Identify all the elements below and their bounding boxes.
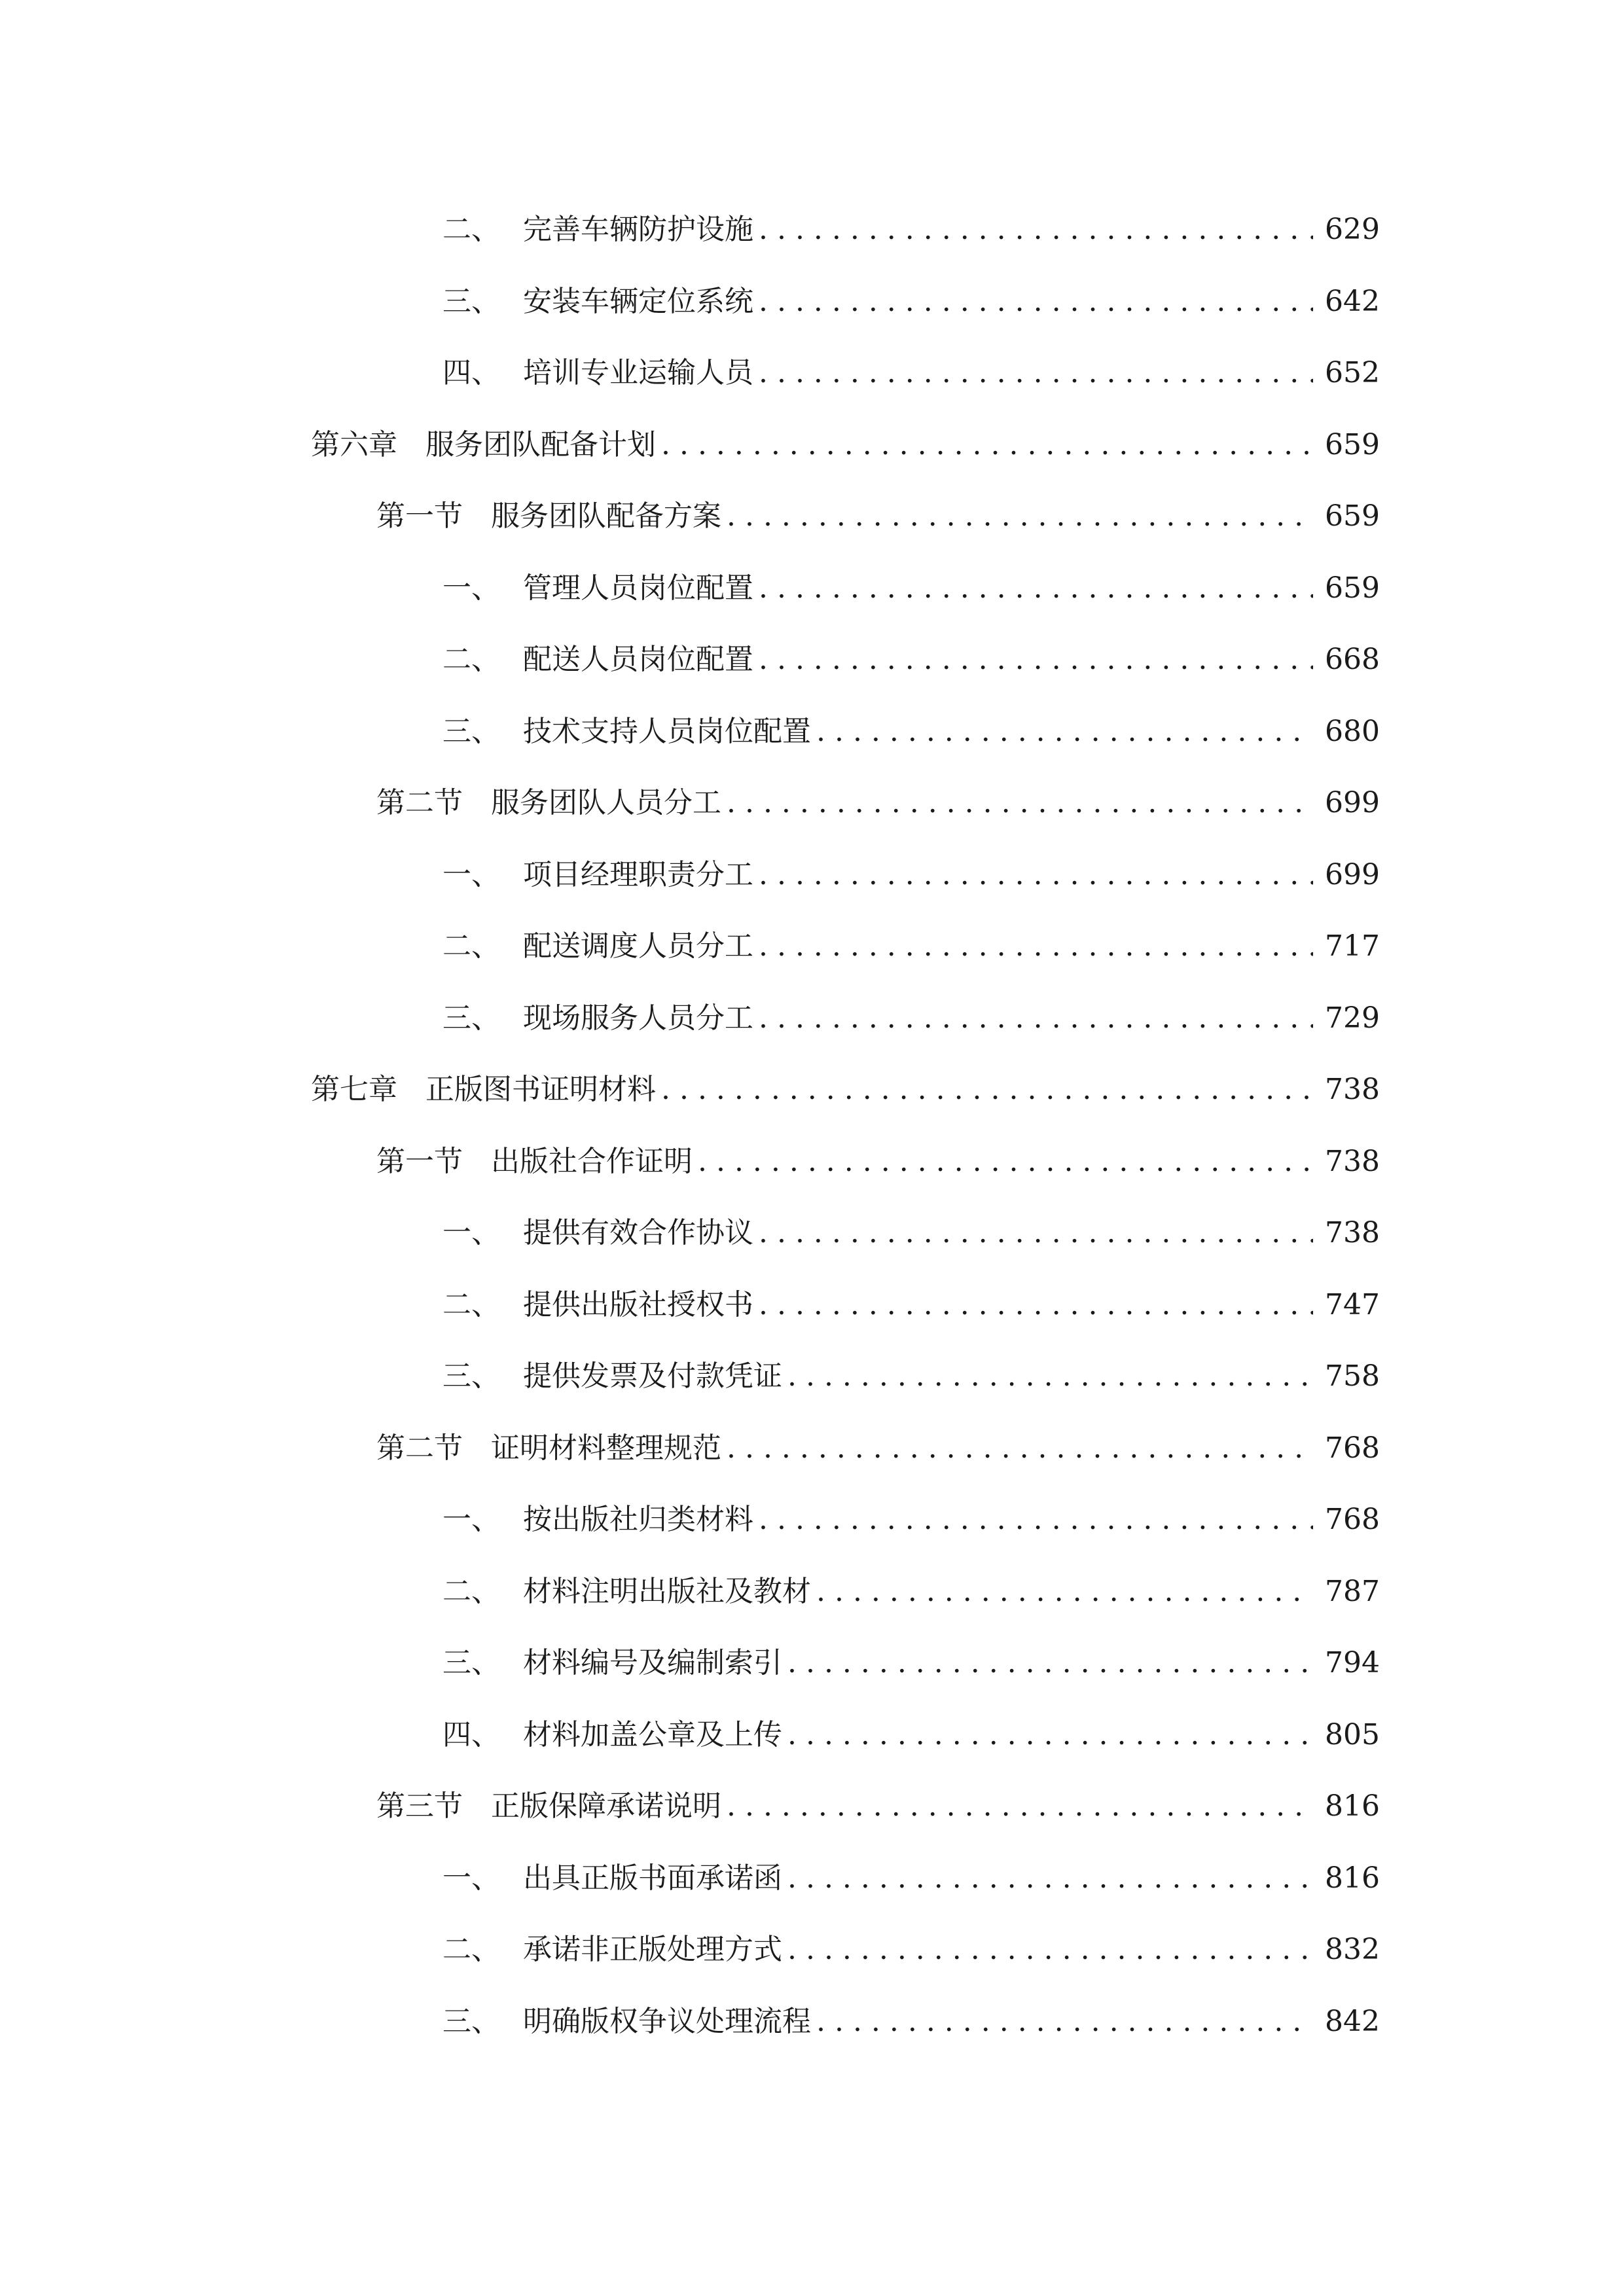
toc-entry-number: 二、 — [442, 643, 500, 676]
dot-leader — [759, 1279, 1313, 1331]
toc-entry-page-number: 768 — [1325, 1431, 1380, 1465]
toc-entry-page-number: 758 — [1325, 1359, 1380, 1393]
toc-entry-title: 按出版社归类材料 — [523, 1503, 753, 1536]
toc-entry-number: 一、 — [442, 1216, 500, 1249]
toc-entry-title: 服务团队人员分工 — [491, 786, 721, 819]
toc-entry-title: 配送调度人员分工 — [523, 929, 753, 963]
toc-entry[interactable] — [442, 1637, 1380, 1689]
dot-leader — [759, 849, 1313, 901]
toc-entry-page-number: 652 — [1325, 356, 1380, 389]
toc-entry-page-number: 787 — [1325, 1575, 1380, 1608]
toc-entry-number: 三、 — [442, 1001, 500, 1035]
toc-entry-page-number: 642 — [1325, 285, 1380, 318]
dot-leader — [759, 347, 1313, 399]
toc-entry-number: 二、 — [442, 1575, 500, 1608]
toc-entry[interactable] — [442, 1924, 1380, 1976]
toc-entry-number: 三、 — [442, 285, 500, 318]
toc-entry-title: 正版保障承诺说明 — [491, 1789, 721, 1823]
dot-leader — [787, 1924, 1313, 1976]
toc-entry-number: 第二节 — [376, 786, 463, 819]
toc-entry[interactable] — [442, 1566, 1380, 1618]
toc-entry-number: 一、 — [442, 1861, 500, 1895]
toc-entry-title: 材料注明出版社及教材 — [523, 1575, 811, 1608]
toc-entry-page-number: 659 — [1325, 428, 1380, 461]
dot-leader — [727, 1422, 1313, 1475]
dot-leader — [816, 1566, 1313, 1618]
toc-entry[interactable] — [442, 347, 1380, 399]
toc-entry-number: 四、 — [442, 356, 500, 389]
toc-entry[interactable] — [442, 562, 1380, 615]
toc-entry-number: 三、 — [442, 2005, 500, 2038]
toc-entry-page-number: 680 — [1325, 715, 1380, 748]
toc-entry-number: 一、 — [442, 571, 500, 605]
toc-entry[interactable] — [442, 1207, 1380, 1259]
toc-entry-title: 材料编号及编制索引 — [523, 1646, 782, 1679]
toc-entry[interactable] — [442, 1852, 1380, 1905]
toc-entry[interactable] — [442, 1494, 1380, 1546]
toc-entry[interactable] — [376, 490, 1380, 543]
toc-entry-title: 管理人员岗位配置 — [523, 571, 753, 605]
toc-entry-title: 安装车辆定位系统 — [523, 285, 753, 318]
toc-entry-page-number: 668 — [1325, 643, 1380, 676]
toc-entry-number: 一、 — [442, 858, 500, 891]
toc-entry-title: 培训专业运输人员 — [523, 356, 753, 389]
dot-leader — [759, 992, 1313, 1045]
toc-entry-title: 项目经理职责分工 — [523, 858, 753, 891]
dot-leader — [698, 1136, 1313, 1188]
dot-leader — [759, 1207, 1313, 1259]
dot-leader — [816, 1996, 1313, 2048]
toc-entry-page-number: 659 — [1325, 499, 1380, 533]
toc-entry-page-number: 738 — [1325, 1073, 1380, 1106]
toc-entry[interactable] — [442, 920, 1380, 973]
dot-leader — [727, 1780, 1313, 1833]
dot-leader — [787, 1350, 1313, 1403]
toc-entry[interactable] — [311, 1064, 1380, 1116]
toc-entry-page-number: 816 — [1325, 1861, 1380, 1895]
dot-leader — [787, 1637, 1313, 1689]
toc-entry[interactable] — [442, 1996, 1380, 2048]
dot-leader — [787, 1709, 1313, 1761]
toc-entry[interactable] — [442, 1709, 1380, 1761]
toc-entry-number: 第三节 — [376, 1789, 463, 1823]
toc-entry-number: 二、 — [442, 1288, 500, 1321]
toc-entry-title: 服务团队配备方案 — [491, 499, 721, 533]
dot-leader — [759, 204, 1313, 256]
dot-leader — [787, 1852, 1313, 1905]
toc-entry-page-number: 794 — [1325, 1646, 1380, 1679]
toc-entry-page-number: 805 — [1325, 1718, 1380, 1751]
dot-leader — [727, 490, 1313, 543]
toc-entry-title: 承诺非正版处理方式 — [523, 1933, 782, 1966]
toc-entry-title: 出版社合作证明 — [491, 1145, 693, 1178]
toc-entry[interactable] — [376, 1422, 1380, 1475]
toc-entry-number: 三、 — [442, 1359, 500, 1393]
toc-entry-number: 二、 — [442, 1933, 500, 1966]
toc-entry[interactable] — [442, 1279, 1380, 1331]
toc-entry[interactable] — [311, 419, 1380, 471]
toc-entry-page-number: 729 — [1325, 1001, 1380, 1035]
toc-entry-page-number: 842 — [1325, 2005, 1380, 2038]
toc-entry[interactable] — [442, 706, 1380, 758]
toc-entry-title: 明确版权争议处理流程 — [523, 2005, 811, 2038]
toc-entry-number: 二、 — [442, 213, 500, 246]
dot-leader — [661, 419, 1313, 471]
toc-entry-title: 证明材料整理规范 — [491, 1431, 721, 1465]
toc-entry-number: 第六章 — [311, 428, 397, 461]
toc-entry-page-number: 768 — [1325, 1503, 1380, 1536]
toc-entry-title: 技术支持人员岗位配置 — [523, 715, 811, 748]
toc-entry-number: 第一节 — [376, 499, 463, 533]
toc-entry-page-number: 816 — [1325, 1789, 1380, 1823]
toc-entry-number: 一、 — [442, 1503, 500, 1536]
toc-entry-title: 材料加盖公章及上传 — [523, 1718, 782, 1751]
toc-entry[interactable] — [442, 204, 1380, 256]
dot-leader — [759, 276, 1313, 328]
dot-leader — [816, 706, 1313, 758]
toc-entry-page-number: 659 — [1325, 571, 1380, 605]
toc-entry-number: 四、 — [442, 1718, 500, 1751]
toc-entry[interactable] — [376, 777, 1380, 829]
toc-entry-title: 配送人员岗位配置 — [523, 643, 753, 676]
toc-entry-page-number: 738 — [1325, 1145, 1380, 1178]
toc-entry[interactable] — [442, 992, 1380, 1045]
toc-entry[interactable] — [376, 1780, 1380, 1833]
toc-entry-number: 第一节 — [376, 1145, 463, 1178]
toc-entry-title: 完善车辆防护设施 — [523, 213, 753, 246]
toc-entry[interactable] — [442, 1350, 1380, 1403]
dot-leader — [759, 1494, 1313, 1546]
toc-entry[interactable] — [442, 849, 1380, 901]
toc-entry-page-number: 629 — [1325, 213, 1380, 246]
toc-entry-title: 提供发票及付款凭证 — [523, 1359, 782, 1393]
dot-leader — [759, 634, 1313, 686]
toc-entry[interactable] — [376, 1136, 1380, 1188]
toc-entry[interactable] — [442, 276, 1380, 328]
toc-entry-title: 现场服务人员分工 — [523, 1001, 753, 1035]
toc-entry-number: 二、 — [442, 929, 500, 963]
toc-entry-page-number: 699 — [1325, 858, 1380, 891]
toc-entry-number: 三、 — [442, 715, 500, 748]
toc-entry-title: 正版图书证明材料 — [425, 1073, 656, 1106]
toc-entry-number: 三、 — [442, 1646, 500, 1679]
toc-entry-title: 服务团队配备计划 — [425, 428, 656, 461]
toc-entry-page-number: 738 — [1325, 1216, 1380, 1249]
toc-entry-page-number: 747 — [1325, 1288, 1380, 1321]
dot-leader — [759, 920, 1313, 973]
toc-entry-page-number: 699 — [1325, 786, 1380, 819]
toc-entry-number: 第七章 — [311, 1073, 397, 1106]
toc-entry[interactable] — [442, 634, 1380, 686]
dot-leader — [759, 562, 1313, 615]
toc-entry-title: 提供出版社授权书 — [523, 1288, 753, 1321]
toc-entry-title: 出具正版书面承诺函 — [523, 1861, 782, 1895]
dot-leader — [727, 777, 1313, 829]
dot-leader — [661, 1064, 1313, 1116]
toc-entry-number: 第二节 — [376, 1431, 463, 1465]
toc-entry-page-number: 832 — [1325, 1933, 1380, 1966]
toc-entry-title: 提供有效合作协议 — [523, 1216, 753, 1249]
toc-entry-page-number: 717 — [1325, 929, 1380, 963]
